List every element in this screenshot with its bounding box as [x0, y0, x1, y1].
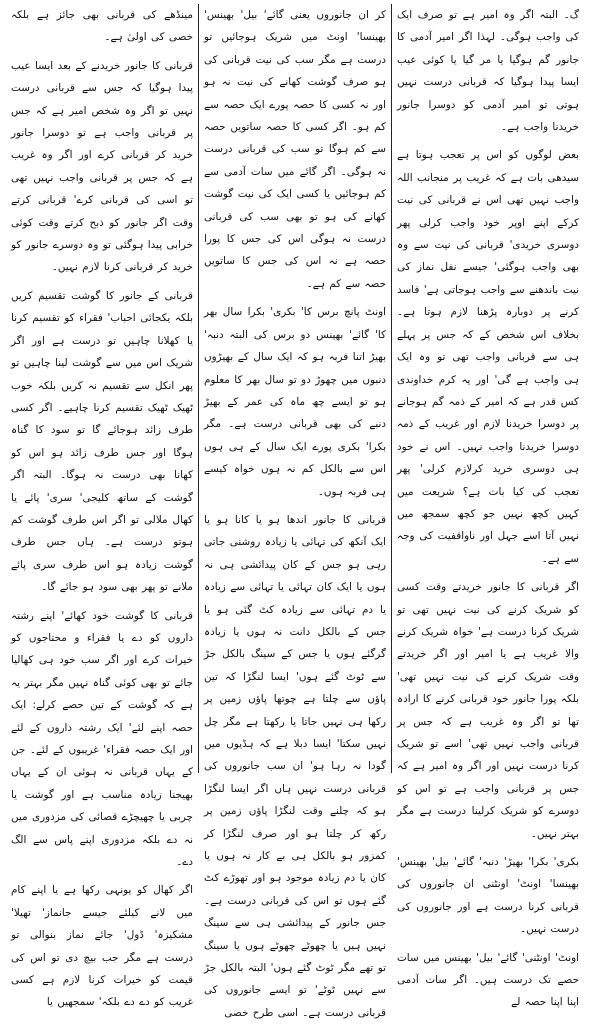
paragraph: قربانی کا گوشت خود کھائے' اپنے رشتہ داروں کو دے یا فقراء و محتاجوں کو خیرات کرے اور اگر سب خود ہی کھالیا جائے تو بھی کوئی گناہ نہیں مگر بہتر یہ ہے کہ گوشت کے تین حصے کرلے: ایک حصہ اپنے لئے' ایک رشتہ داروں کے لئے اور ایک حصہ فقراء' غریبوں کے لئے۔ جن کے یہاں قربانی نہ ہوئی ان کے یہاں بھیجنا زیادہ مناسب ہے اور گوشت یا چربی یا چھیچڑے قصائی کی مزدوری میں نہ دے بلکہ مزدوری اپنے پاس سے الگ دے۔	[11, 609, 193, 869]
paragraph: اگر کھال کو یونہی رکھا ہے یا اپنے کام میں لانے کیلئے جیسے جانماز' تھیلا' مشکیزہ' ڈول' جائے نماز بنوالی تو درست ہے مگر جب بیچ دی تو اس کی قیمت کو خیرات کرنا لازم ہے کسی غریب کو دے دے بلکہ' سمجھیں یا	[11, 884, 193, 1009]
paragraph: قربانی کا جانور خریدنے کے بعد ایسا عیب پیدا ہوگیا کہ جس سے قربانی درست نہیں تو اگر وہ شخص امیر ہے کہ جس پر قربانی واجب ہے تو دوسرا جانور خرید کر قربانی کرے اور اگر وہ غریب ہے کہ جس پر قربانی واجب نہیں تھی تو اسی کی قربانی کرے' قربانی کرتے وقت اگر جانور کو ذبح کرتے وقت کوئی خرابی پیدا ہوگئی تو وہ دوسرے جانور کو خرید کر قربانی کرنا لازم نہیں۔	[10, 59, 193, 274]
paragraph: اگر قربانی کا جانور خریدتے وقت کسی کو شریک کرنے کی نیت نہیں تھی تو شریک کرنا درست ہے' خواہ شریک کرنے والا غریب ہے یا امیر اور اگر خریدتے وقت شریک کرنے کی نیت نہیں تھی' بلکہ پورا جانور خود قربانی کرنے کا ارادہ تھا تو اگر وہ غریب ہے کہ جس پر قربانی واجب نہیں تھی' اسے تو شریک کرنا درست نہیں اور اگر وہ امیر ہے کہ جس پر قربانی واجب ہے تو اس کو دوسرے کو شریک کرلینا درست ہے مگر بہتر نہیں۔	[397, 581, 579, 840]
paragraph: گ۔ البتہ اگر وہ امیر ہے تو صرف ایک کی واجب ہوگی۔ لہذا اگر امیر آدمی کا جانور گم ہوگیا یا مر گیا یا کوئی عیب ایسا پیدا ہوگیا کہ قربانی درست نہیں ہوتی تو امیر آدمی کو دوسرا جانور خریدنا واجب ہے۔	[397, 9, 579, 134]
paragraph: قربانی کا جانور اندھا ہو یا کانا ہو یا ایک آنکھ کی تہائی یا زیادہ روشنی جاتی رہی ہو جس کے کان پیدائشی ہی نہ ہوں یا ایک کان تہائی یا تہائی سے زیادہ یا دم تہائی سے زیادہ کٹ گئی ہو یا جس کے بالکل دانت نہ ہوں یا زیادہ گرگئے ہوں یا جس کے سینگ بالکل جڑ سے ٹوٹ گئے ہوں' ایسا لنگڑا کہ تین پاؤں سے چلتا ہے چوتھا پاؤں زمین پر رکھا ہی نہیں جاتا یا رکھتا ہے مگر چل نہیں سکتا' ایسا دبلا ہے کہ ہڈیوں میں گودا نہ رہا ہو' ان سب جانوروں کی قربانی درست نہیں ہاں اگر ایسا لنگڑا ہو کہ چلنے وقت لنگڑا پاؤں زمین پر رکھ کر چلتا ہو اور صرف لنگڑا کر کمزور ہو بالکل ہی بے کار نہ ہوں یا کان یا دم زیادہ موجود ہو اور تھوڑے کٹ گئے ہوں تو اس کی قربانی درست ہے۔ جس جانور کے پیدائشی ہی سے سینگ نہیں ہیں یا چھوٹے چھوٹے ہوں یا سینگ تو تھے مگر ٹوٹ گئے ہوں' البتہ بالکل جڑ سے نہیں ٹوٹے' تو ایسے جانوروں کی قربانی درست ہے۔ اسی طرح خصی	[204, 513, 386, 1019]
paragraph: کر ان جانوروں یعنی گائے' بیل' بھینس' بھینسا' اونٹ میں شریک ہوجائیں تو درست ہے مگر سب کی نیت قربانی کی ہو صرف گوشت کھانے کی نیت نہ ہو اور نہ کسی کا حصہ پورے ایک حصہ سے کم ہو۔ اگر کسی کا حصہ ساتویں حصہ سے کم ہوگا تو سب کی قربانی درست نہ ہوگی۔ اگر گائے میں سات آدمی سے کم ہوجائیں یا کسی ایک کی نیت گوشت کھانے کی ہو تو بھی سب کی قربانی درست نہ ہوگی اس کی جس کا پورا حصہ ہے نہ اس کی جس کا ساتویں حصہ سے کم ہے۔	[204, 9, 386, 290]
paragraph: اونٹ' اونٹنی' گائے' بیل' بھینس میں سات حصے تک درست ہیں۔ اگر سات آدمی اپنا اپنا حصہ لے	[397, 951, 579, 1009]
column-right	[392, 4, 584, 1009]
column-left	[6, 4, 199, 1009]
column-middle	[199, 4, 392, 1019]
paragraph: اونٹ پانچ برس کا' بکری' بکرا سال بھر کا' گائے' بھینس دو برس کی البتہ دنبہ' بھیڑ اتنا فربہ ہو کہ ایک سال کے بھیڑوں دنبوں میں چھوڑ دو تو سال بھر کا معلوم ہو تو ایسے چھ ماہ کی عمر کے بھیڑ دنبے کی بھی قربانی درست ہے۔ مگر بکرا' بکری پورے ایک سال کے ہی ہوں اس سے بالکل کم نہ ہوں خواہ کیسے ہی فربہ ہوں۔	[204, 306, 386, 498]
paragraph: بکری' بکرا' بھیڑ' دنبہ' گائے' بیل' بھینس' بھینسا' اونٹ' اونٹنی ان جانوروں کی قربانی کرنا درست ہے اور جانوروں کی درست نہیں۔	[397, 856, 579, 936]
paragraph: قربانی کے جانور کا گوشت تقسیم کریں بلکہ یکجائی احباب' فقراء کو تقسیم کرنا یا کھلانا چاہیں تو درست ہے اور اگر شریک اس میں سے گوشت لینا چاہیں تو پھر انکل سے تقسیم نہ کریں بلکہ خوب ٹھیک ٹھیک تقسیم کرنا چاہیے۔ اگر کسی طرف زائد ہوجائے گا تو سود کا گناہ ہوگا اور جس طرف زائد ہو اس کو کھانا بھی درست نہ ہوگا۔ البتہ اگر گوشت کے ساتھ کلیجی' سری' پائے یا کھال ملالی تو اگر اس طرف گوشت کم ہوتو درست ہے۔ ہاں جس طرف گوشت زیادہ ہو اس طرف سری پائے ملانے تو پھر بھی سود ہو جائے گا۔	[11, 289, 193, 594]
paragraph: مینڈھے کی قربانی بھی جائز ہے بلکہ خصی کی اولیٰ ہے۔	[11, 9, 193, 44]
paragraph: بعض لوگوں کو اس پر تعجب ہوتا ہے سیدھی بات ہے کہ غریب پر منجانب اللہ واجب نہیں تھی اس نے قربانی کی نیت کرکے اپنے اوپر خود واجب کرلی پھر دوسری خریدی' قربانی کی نیت سے وہ بھی واجب ہوگئی' جیسے نفل نماز کی نیت باندھنے سے واجب ہوجاتی ہے' فاسد کرنے پر دوبارہ پڑھنا لازم ہوتا ہے۔ بخلاف اس شخص کے کہ جس پر پہلے ہی سے قربانی واجب تھی تو وہ ایک ہی واجب ہے گی' اور یہ کرم خداوندی کس قدر ہے کہ امیر کے ذمہ گم ہوجانے پر دوسرا خریدنا لازم اور غریب کے ذمہ دوسرا خریدنا واجب نہیں۔ اس نے خود ہی دوسری خرید کرلازم کرلی' پھر تعجب کی کیا بات ہے؟ شریعت میں کہیں کچھ نہیں جو کچھ سمجھ میں نہیں آتا اسے جہل اور ناواقفیت کی وجہ سے ہے۔	[397, 149, 579, 565]
